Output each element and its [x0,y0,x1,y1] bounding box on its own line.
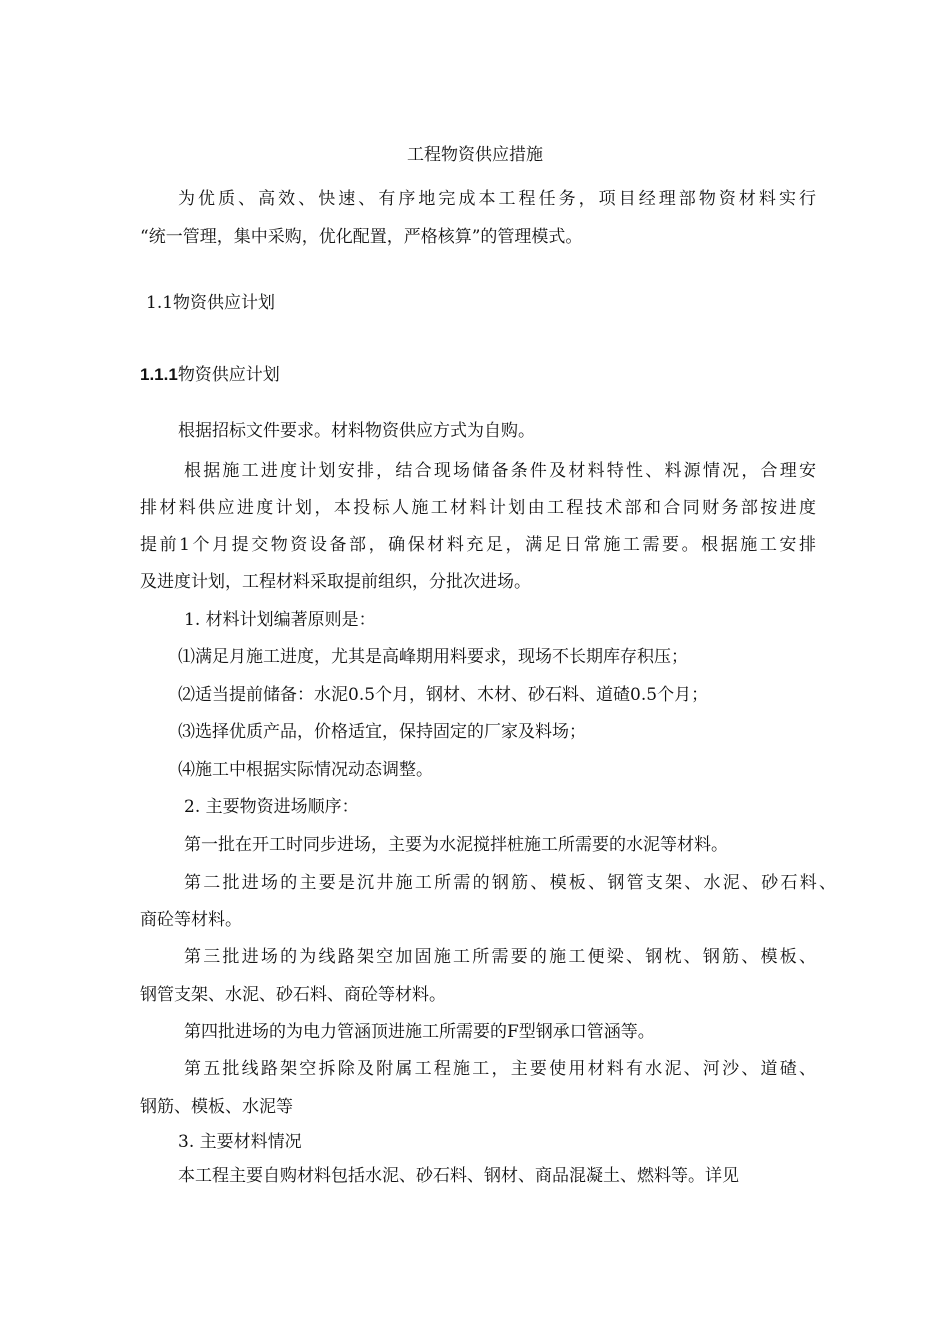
batch-4: 第四批进场的为电力管涵顶进施工所需要的F型钢承口管涵等。 [184,1022,655,1042]
section-heading-1-1-1 [140,364,280,386]
item-3-heading: 3. 主要材料情况 [178,1132,302,1152]
item-1-heading: 1. 材料计划编著原则是： [184,610,376,630]
principle-3: ⑶选择优质产品，价格适宜，保持固定的厂家及料场； [178,722,586,742]
principle-4: ⑷施工中根据实际情况动态调整。 [178,760,433,780]
batch-5-line-1: 第五批线路架空拆除及附属工程施工，主要使用材料有水泥、河沙、道碴、 [184,1059,816,1079]
item-2-heading: 2. 主要物资进场顺序： [184,797,359,817]
paragraph-plan-line-2: 排材料供应进度计划，本投标人施工材料计划由工程技术部和合同财务部按进度 [140,498,816,518]
page-title: 工程物资供应措施 [407,145,543,165]
paragraph-materials: 本工程主要自购材料包括水泥、砂石料、钢材、商品混凝土、燃料等。详见 [178,1166,739,1186]
batch-1: 第一批在开工时同步进场，主要为水泥搅拌桩施工所需要的水泥等材料。 [184,835,728,855]
section-title: 物资供应计划 [177,365,280,385]
paragraph-plan-line-4: 及进度计划，工程材料采取提前组织，分批次进场。 [140,572,531,592]
batch-3-line-2: 钢管支架、水泥、砂石料、商砼等材料。 [140,985,446,1005]
batch-5-line-2: 钢筋、模板、水泥等 [140,1097,293,1117]
paragraph-plan-line-3: 提前1个月提交物资设备部，确保材料充足，满足日常施工需要。根据施工安排 [140,535,816,555]
section-heading-1-1: 1.1物资供应计划 [146,293,276,313]
principle-2: ⑵适当提前储备：水泥0.5个月，钢材、木材、砂石料、道碴0.5个月； [178,685,709,705]
intro-line-2: “统一管理，集中采购，优化配置，严格核算”的管理模式。 [140,227,583,247]
intro-line-1: 为优质、高效、快速、有序地完成本工程任务，项目经理部物资材料实行 [178,189,816,209]
paragraph-plan-line-1: 根据施工进度计划安排，结合现场储备条件及材料特性、料源情况，合理安 [184,461,816,481]
paragraph-procurement: 根据招标文件要求。材料物资供应方式为自购。 [178,421,535,441]
section-number: 1.1.1 [140,365,178,384]
batch-3-line-1: 第三批进场的为线路架空加固施工所需要的施工便梁、钢枕、钢筋、模板、 [184,947,816,967]
batch-2-line-1: 第二批进场的主要是沉井施工所需的钢筋、模板、钢管支架、水泥、砂石料、 [184,873,836,893]
batch-2-line-2: 商砼等材料。 [140,910,242,930]
principle-1: ⑴满足月施工进度，尤其是高峰期用料要求，现场不长期库存积压； [178,647,688,667]
